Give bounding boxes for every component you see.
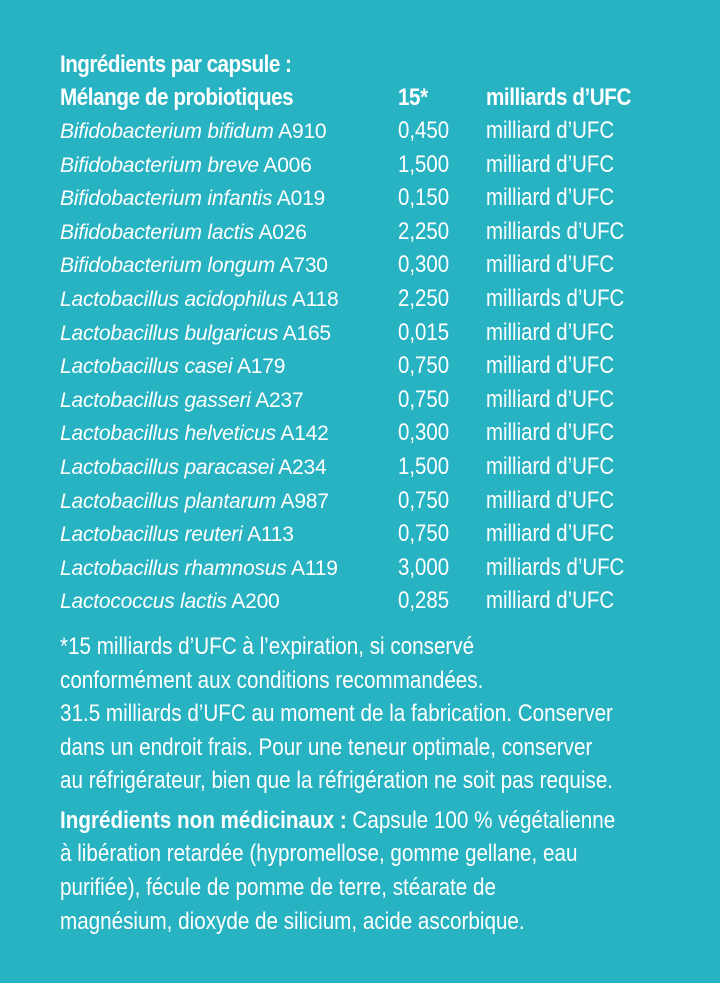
strain-unit: milliard d’UFC: [486, 385, 615, 413]
strain-quantity: 0,150: [398, 184, 450, 212]
table-row: [60, 114, 720, 148]
strain-quantity: 0,015: [398, 318, 450, 346]
table-row: [60, 316, 720, 350]
strain-quantity: 0,300: [398, 251, 450, 279]
ingredients-title: Ingrédients par capsule :: [60, 51, 292, 78]
strain-quantity: 0,300: [398, 419, 450, 447]
strain-code: A910: [278, 120, 327, 143]
strain-name: [60, 451, 398, 485]
non-medicinal-line: [60, 804, 696, 838]
species-name: Lactobacillus reuteri: [60, 523, 243, 547]
strain-name: [60, 384, 398, 418]
strain-code: A987: [280, 489, 329, 513]
strain-code: A119: [291, 556, 338, 580]
strain-name: [60, 216, 398, 250]
strain-name: [60, 518, 398, 552]
strain-quantity: 0,750: [398, 385, 450, 413]
strain-unit: milliards d’UFC: [486, 284, 625, 312]
storage-note: [60, 697, 696, 798]
species-name: Lactobacillus casei: [60, 355, 233, 379]
species-name: Lactobacillus bulgaricus: [60, 321, 279, 345]
strain-name: [60, 417, 398, 451]
strain-name: [60, 283, 398, 317]
strain-unit: milliard d’UFC: [486, 251, 615, 279]
strain-unit: milliard d’UFC: [486, 352, 615, 380]
table-header-row: [60, 81, 720, 114]
footnote-line: conformément aux conditions recommandées.: [60, 666, 484, 694]
table-row: [60, 248, 720, 282]
strain-unit: milliards d’UFC: [486, 553, 625, 581]
non-medicinal-label: Ingrédients non médicinaux :: [60, 806, 347, 834]
strain-code: A234: [278, 455, 327, 479]
species-name: Bifidobacterium breve: [60, 153, 259, 177]
strain-code: A118: [291, 287, 339, 311]
non-medicinal-line: à libération retardée (hypromellose, gomme gellane, eau: [60, 840, 578, 868]
strain-quantity: 0,750: [398, 352, 450, 380]
strain-name: [60, 182, 398, 216]
header-unit: milliards d’UFC: [486, 84, 631, 111]
strain-name: [60, 350, 398, 384]
species-name: Lactobacillus paracasei: [60, 455, 274, 479]
strain-quantity: 0,450: [398, 117, 450, 144]
strain-code: A142: [280, 422, 329, 446]
non-medicinal-ingredients: [60, 804, 696, 938]
strain-name: [60, 485, 398, 519]
strain-unit: milliard d’UFC: [486, 318, 615, 346]
strain-code: A730: [279, 254, 328, 278]
non-medicinal-line: magnésium, dioxyde de silicium, acide ascorbique.: [60, 907, 525, 935]
strain-unit: milliard d’UFC: [486, 486, 615, 514]
strain-name: [60, 115, 398, 149]
strain-code: A165: [282, 321, 331, 345]
strain-quantity: 0,750: [398, 520, 450, 548]
table-row: [60, 484, 720, 518]
species-name: Lactococcus lactis: [60, 590, 227, 614]
strain-code: A200: [231, 590, 280, 614]
table-row: [60, 181, 720, 215]
strain-unit: milliard d’UFC: [486, 184, 615, 212]
strain-name: [60, 585, 398, 619]
storage-line: 31.5 milliards d’UFC au moment de la fabrication. Conserver: [60, 700, 613, 728]
strain-quantity: 1,500: [398, 452, 450, 480]
table-row: [60, 383, 720, 417]
strain-unit: milliard d’UFC: [486, 117, 615, 144]
strain-code: A019: [276, 187, 326, 211]
table-row: [60, 584, 720, 618]
footnote-line: *15 milliards d’UFC à l’expiration, si conservé: [60, 632, 475, 660]
species-name: Lactobacillus rhamnosus: [60, 556, 287, 580]
species-name: Lactobacillus gasseri: [60, 388, 251, 412]
table-row: [60, 551, 720, 585]
strain-quantity: 2,250: [398, 284, 450, 312]
table-row: [60, 349, 720, 383]
strain-unit: milliard d’UFC: [486, 150, 615, 178]
species-name: Bifidobacterium infantis: [60, 187, 273, 211]
table-row: [60, 148, 720, 182]
header-blend-label: Mélange de probiotiques: [60, 84, 294, 111]
storage-line: dans un endroit frais. Pour une teneur optimale, conserver: [60, 733, 593, 761]
species-name: Bifidobacterium lactis: [60, 220, 255, 244]
storage-line: au réfrigérateur, bien que la réfrigération ne soit pas requise.: [60, 767, 614, 795]
non-medicinal-text: Capsule 100 % végétalienne: [346, 806, 616, 834]
strain-code: A237: [255, 388, 304, 412]
table-row: [60, 450, 720, 484]
strain-code: A179: [236, 355, 286, 379]
strain-unit: milliard d’UFC: [486, 587, 615, 615]
strain-code: A113: [247, 523, 294, 547]
strain-code: A026: [258, 220, 307, 244]
species-name: Lactobacillus helveticus: [60, 422, 276, 446]
strain-unit: milliards d’UFC: [486, 217, 625, 245]
strain-unit: milliard d’UFC: [486, 452, 615, 480]
probiotic-table: [60, 114, 720, 618]
table-row: [60, 416, 720, 450]
strain-name: [60, 249, 398, 283]
strain-quantity: 3,000: [398, 553, 450, 581]
non-medicinal-line: purifiée), fécule de pomme de terre, stéarate de: [60, 874, 496, 902]
strain-quantity: 1,500: [398, 150, 450, 178]
strain-unit: milliard d’UFC: [486, 520, 615, 548]
table-row: [60, 517, 720, 551]
footnote: [60, 630, 696, 697]
strain-quantity: 0,750: [398, 486, 450, 514]
table-row: [60, 282, 720, 316]
species-name: Lactobacillus acidophilus: [60, 287, 288, 311]
species-name: Bifidobacterium longum: [60, 254, 276, 278]
strain-code: A006: [263, 153, 312, 177]
strain-quantity: 2,250: [398, 217, 450, 245]
strain-name: [60, 149, 398, 183]
strain-quantity: 0,285: [398, 587, 450, 615]
strain-unit: milliard d’UFC: [486, 419, 615, 447]
species-name: Bifidobacterium bifidum: [60, 120, 274, 143]
strain-name: [60, 552, 398, 586]
header-quantity: 15*: [398, 84, 428, 111]
strain-name: [60, 317, 398, 351]
species-name: Lactobacillus plantarum: [60, 489, 277, 513]
table-row: [60, 215, 720, 249]
